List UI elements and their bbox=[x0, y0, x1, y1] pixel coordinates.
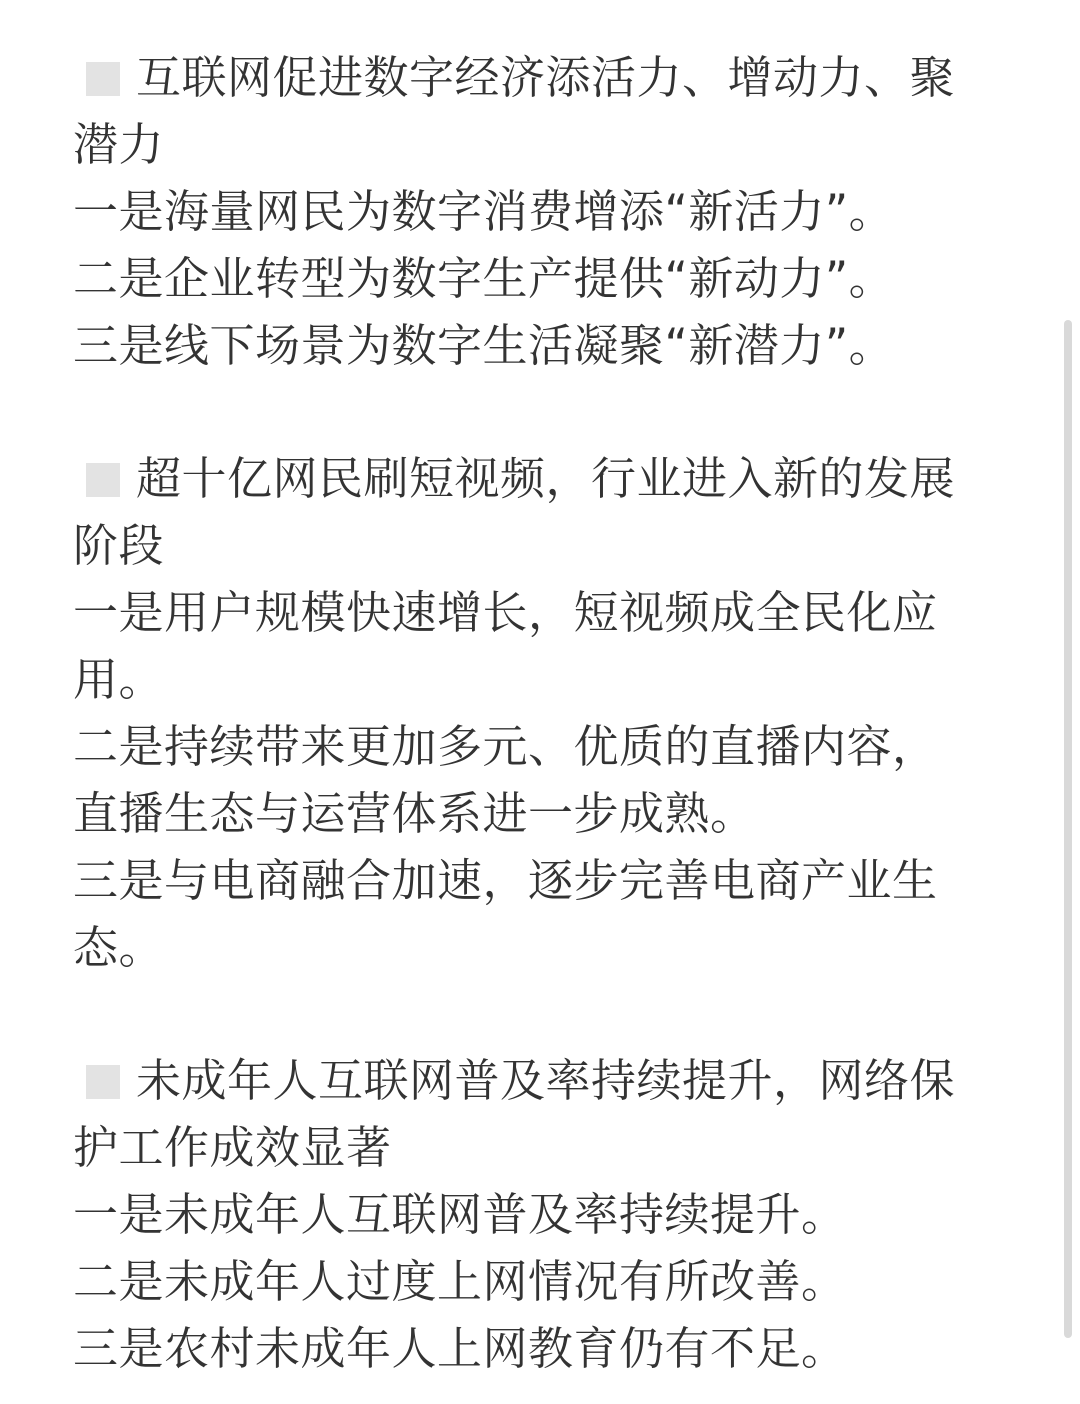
heading-line: 阶段 bbox=[73, 519, 165, 572]
section-minors-internet bbox=[73, 1047, 1003, 1382]
body-line: 用。 bbox=[73, 653, 165, 706]
section-heading bbox=[73, 1047, 1003, 1114]
body-line: 二是企业转型为数字生产提供“新动力”。 bbox=[73, 252, 895, 305]
heading-line: 护工作成效显著 bbox=[73, 1121, 392, 1174]
vertical-scrollbar[interactable] bbox=[1064, 320, 1072, 1338]
section-heading bbox=[73, 445, 1003, 512]
body-line: 一是未成年人互联网普及率持续提升。 bbox=[73, 1188, 847, 1241]
body-line: 直播生态与运营体系进一步成熟。 bbox=[73, 787, 756, 840]
square-bullet-icon bbox=[86, 62, 120, 96]
section-digital-economy bbox=[73, 44, 1003, 379]
heading-line: 潜力 bbox=[73, 118, 165, 171]
body-line: 二是未成年人过度上网情况有所改善。 bbox=[73, 1255, 847, 1308]
heading-line: 未成年人互联网普及率持续提升，网络保 bbox=[136, 1054, 956, 1107]
body-line: 三是农村未成年人上网教育仍有不足。 bbox=[73, 1322, 847, 1375]
heading-line: 超十亿网民刷短视频，行业进入新的发展 bbox=[136, 452, 956, 505]
body-line: 二是持续带来更加多元、优质的直播内容， bbox=[73, 720, 938, 773]
square-bullet-icon bbox=[86, 1065, 120, 1099]
body-line: 三是与电商融合加速，逐步完善电商产业生 bbox=[73, 854, 938, 907]
body-line: 态。 bbox=[73, 921, 165, 974]
heading-line: 互联网促进数字经济添活力、增动力、聚 bbox=[136, 51, 956, 104]
square-bullet-icon bbox=[86, 463, 120, 497]
section-short-video bbox=[73, 445, 1003, 981]
section-heading bbox=[73, 44, 1003, 111]
body-line: 三是线下场景为数字生活凝聚“新潜力”。 bbox=[73, 319, 895, 372]
article-content bbox=[73, 44, 1003, 1382]
body-line: 一是海量网民为数字消费增添“新活力”。 bbox=[73, 185, 895, 238]
body-line: 一是用户规模快速增长，短视频成全民化应 bbox=[73, 586, 938, 639]
